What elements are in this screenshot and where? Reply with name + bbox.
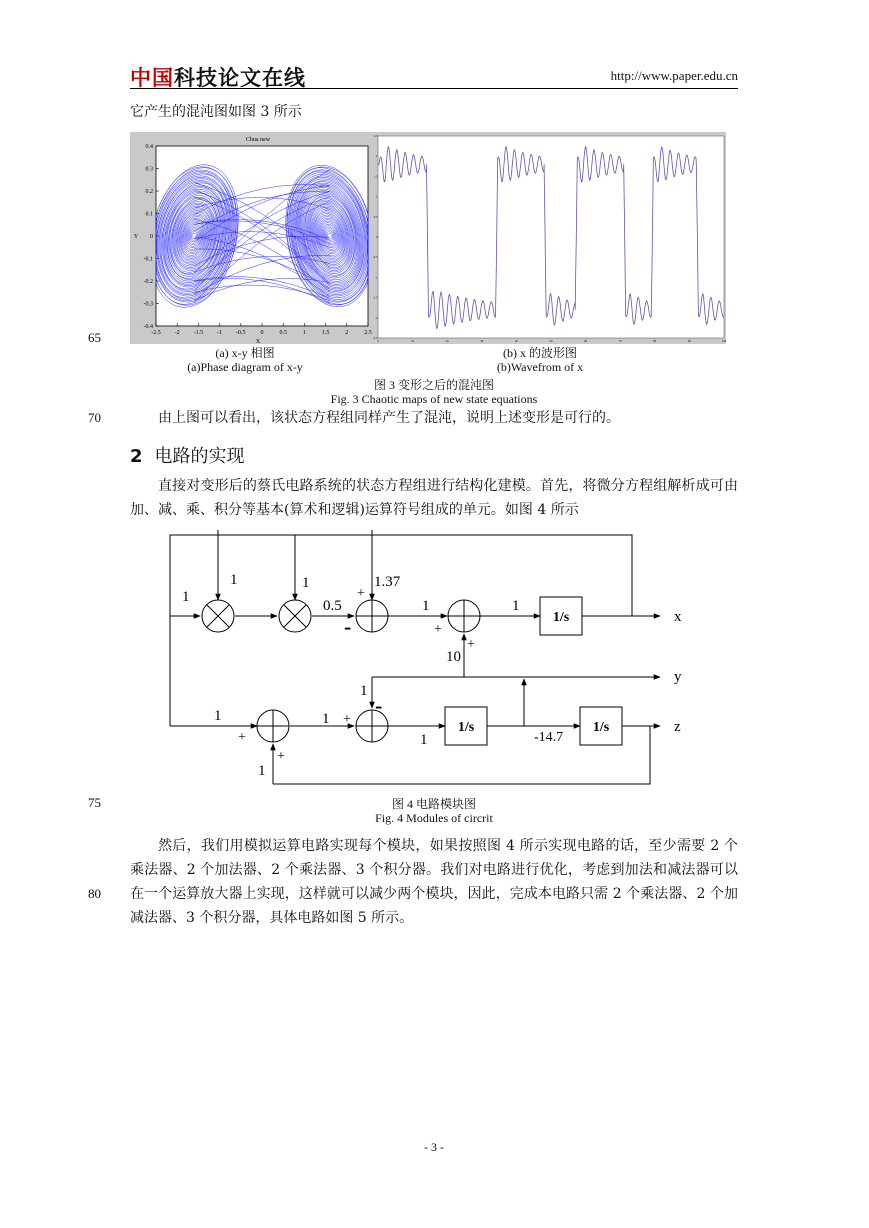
gain-label: 1.37 <box>374 574 401 590</box>
gain-label: 1 <box>360 683 368 699</box>
x-tick-label: -2.5 <box>151 330 161 336</box>
y-tick-label: -0.2 <box>143 279 153 285</box>
integrator-label: 1/s <box>592 720 610 735</box>
x-tick-label: 90 <box>687 339 691 343</box>
x-tick-label: 2.5 <box>364 330 372 336</box>
line-number-75: 75 <box>88 795 101 810</box>
plot-a-title: Chua new <box>245 137 271 143</box>
gain-label: 1 <box>182 589 190 605</box>
y-tick-label: 2 <box>376 154 378 159</box>
gain-label: 1 <box>322 711 330 727</box>
para-after-fig3: 由上图可以看出，该状态方程组同样产生了混沌，说明上述变形是可行的。 <box>158 410 620 426</box>
figure3-caption-cn: 图 3 变形之后的混沌图 <box>373 378 494 392</box>
sub-b-en: (b)Wavefrom of x <box>496 360 584 374</box>
plus-sign: + <box>467 637 475 652</box>
x-tick-label: -1 <box>217 330 223 336</box>
x-tick-label: 60 <box>584 339 588 343</box>
block-diagram <box>150 530 710 800</box>
x-tick-label: -1.5 <box>193 330 204 336</box>
para-final: 然后，我们用模拟运算电路实现每个模块，如果按照图 4 所示实现电路的话，至少需要 2 个乘法器、2 个加法器、2 个乘法器、3 个积分器。我们对电路进行优化，考虑到加法和减法器可以在一个运算放大器上实现，这样就可以减少两个模块，因此，完成本电路只需 2 个乘法器、2 个加减法器、3 个积分器，具体电路如图 5 所示。 <box>130 838 738 926</box>
gain-label: 1 <box>214 708 222 724</box>
output-z: z <box>674 719 681 735</box>
plus-sign: + <box>277 749 285 764</box>
x-tick-label: 100 <box>721 339 727 343</box>
y-tick-label: -2.5 <box>372 336 378 340</box>
x-tick-label: -2 <box>174 330 180 336</box>
figure3-caption-en: Fig. 3 Chaotic maps of new state equations <box>330 392 538 406</box>
y-tick-label: -0.5 <box>372 255 378 260</box>
plus-sign: + <box>357 586 365 601</box>
plot-a-xlabel: X <box>255 339 261 345</box>
gain-label: 1 <box>302 575 310 591</box>
plot-a-ylabel: Y <box>133 234 139 240</box>
intro-line: 它产生的混沌图如图 3 所示 <box>130 104 302 120</box>
y-tick-label: 2.5 <box>373 134 378 138</box>
minus-sign: - <box>375 693 383 718</box>
gain-label: -14.7 <box>534 730 564 745</box>
sub-b-cn: (b) x 的波形图 <box>503 346 577 360</box>
plus-sign: + <box>343 712 351 727</box>
y-tick-label: 0.3 <box>145 166 153 173</box>
gain-label: 1 <box>230 572 238 588</box>
gain-label: 0.5 <box>323 598 342 614</box>
integrator-label: 1/s <box>457 720 475 735</box>
x-tick-label: 0 <box>260 330 264 336</box>
gain-label: 10 <box>446 649 461 665</box>
journal-logo: 中国科技论文在线 <box>130 66 306 90</box>
y-tick-label: 0.5 <box>373 214 378 219</box>
plus-sign: + <box>434 622 442 637</box>
x-tick-label: 0.5 <box>279 330 287 336</box>
y-tick-label: -1.5 <box>372 295 378 300</box>
output-x: x <box>674 609 682 625</box>
y-tick-label: 1.5 <box>373 174 378 179</box>
y-tick-label: 0.2 <box>145 189 153 195</box>
x-tick-label: 50 <box>549 339 553 343</box>
x-tick-label: 10 <box>411 339 415 343</box>
y-tick-label: -2 <box>375 315 378 320</box>
x-tick-label: -0.5 <box>236 330 246 336</box>
gain-label: 1 <box>258 763 266 779</box>
y-tick-label: 0 <box>150 234 153 240</box>
header-rule <box>130 88 738 89</box>
y-tick-label: -0.1 <box>143 256 153 263</box>
y-tick-label: 0.4 <box>145 144 153 150</box>
line-number-80: 80 <box>88 886 101 901</box>
x-tick-label: 40 <box>514 339 518 343</box>
x-tick-label: 20 <box>445 339 449 343</box>
x-tick-label: 30 <box>480 339 484 343</box>
y-tick-label: -0.4 <box>143 324 153 330</box>
line-number-70: 70 <box>88 410 101 425</box>
sub-a-en: (a)Phase diagram of x-y <box>187 360 303 374</box>
y-tick-label: -0.3 <box>143 301 153 308</box>
figure4-caption-cn: 图 4 电路模块图 <box>391 797 476 811</box>
section-heading: 2 电路的实现 <box>130 446 245 467</box>
page-number: - 3 - <box>424 1140 444 1154</box>
output-y: y <box>674 669 682 685</box>
gain-label: 1 <box>512 598 520 614</box>
y-tick-label: 1 <box>376 194 378 199</box>
x-tick-label: 1 <box>302 330 306 336</box>
x-tick-label: 0 <box>377 339 379 343</box>
gain-label: 1 <box>420 732 428 748</box>
line-number-65: 65 <box>88 330 101 345</box>
sub-a-cn: (a) x-y 相图 <box>215 346 275 360</box>
y-tick-label: 0.1 <box>145 211 153 218</box>
gain-label: 1 <box>422 598 430 614</box>
waveform-plot <box>372 132 727 344</box>
x-tick-label: 80 <box>653 339 657 343</box>
para-section2: 直接对变形后的蔡氏电路系统的状态方程组进行结构化建模。首先，将微分方程组解析成可由加、减、乘、积分等基本(算术和逻辑)运算符号组成的单元。如图 4 所示 <box>130 478 738 518</box>
header-url[interactable]: http://www.paper.edu.cn <box>610 68 738 83</box>
y-tick-label: 0 <box>376 235 378 239</box>
integrator-label: 1/s <box>552 610 570 625</box>
phase-diagram-plot <box>130 132 376 344</box>
figure3-panel <box>130 132 726 344</box>
x-tick-label: 1.5 <box>321 330 330 336</box>
x-tick-label: 2 <box>345 330 349 336</box>
y-tick-label: -1 <box>375 275 378 280</box>
plus-sign: + <box>238 730 246 745</box>
x-tick-label: 70 <box>618 339 622 343</box>
figure4-caption-en: Fig. 4 Modules of circrit <box>375 811 493 825</box>
minus-sign: - <box>344 614 352 639</box>
